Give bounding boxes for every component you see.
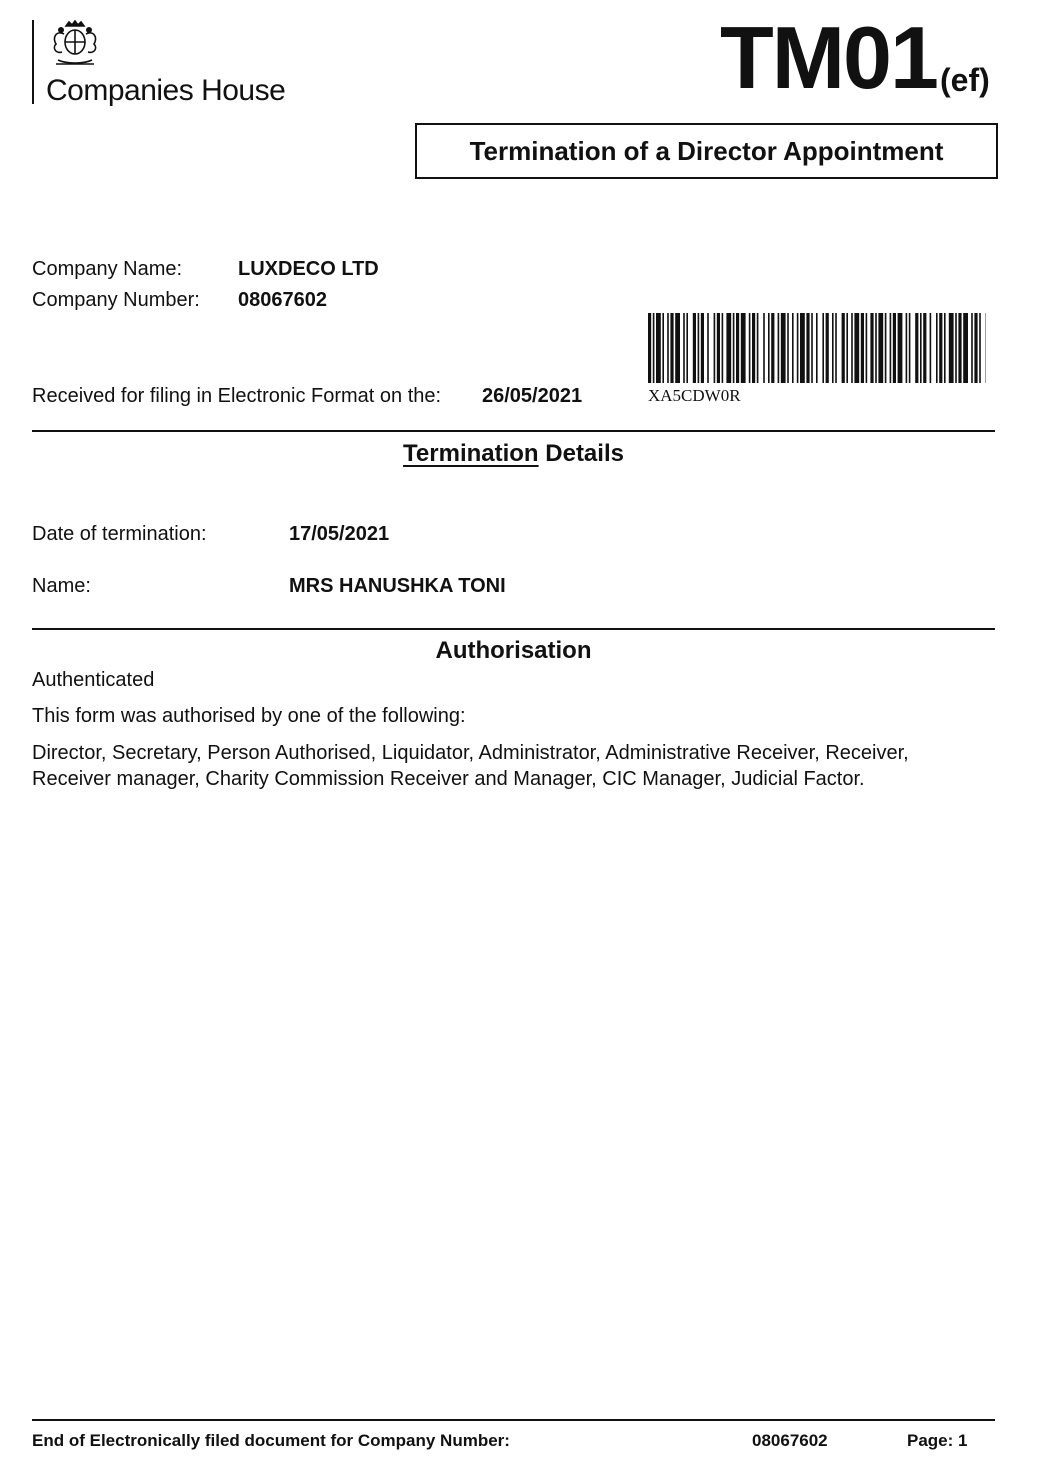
barcode-bar [811,313,813,383]
barcode-bar [898,313,903,383]
barcode-bar [920,313,922,383]
barcode-bar [722,313,724,383]
barcode-bar [971,313,973,383]
barcode-bar [822,313,824,383]
barcode-bar [842,313,845,383]
barcode-bar [800,313,805,383]
barcode-bar [768,313,770,383]
barcode-bar [944,313,946,383]
barcode-bar [826,313,829,383]
director-name-label: Name: [32,575,91,597]
barcode-bar [667,313,669,383]
form-suffix: (ef) [940,62,990,98]
barcode-bar [939,313,942,383]
authorisation-roles-line-2: Receiver manager, Charity Commission Receiver and Manager, CIC Manager, Judicial Factor. [32,768,865,790]
barcode-bar [693,313,696,383]
termination-heading-underlined: Termination [403,440,539,467]
barcode-bar [909,313,911,383]
barcode-bar [792,313,794,383]
barcode-bar [974,313,977,383]
termination-date-value: 17/05/2021 [289,523,390,545]
barcode-bar [915,313,918,383]
barcode-bar [846,313,848,383]
barcode-bar [741,313,746,383]
barcode-bar [930,313,932,383]
received-label: Received for filing in Electronic Format on the: [32,385,442,407]
barcode-bar [832,313,834,383]
barcode-bar [958,313,961,383]
barcode-bar [866,313,868,383]
barcode-bar [707,313,709,383]
barcode-code: XA5CDW0R [648,386,741,405]
barcode-bar [893,313,896,383]
director-name-value: MRS HANUSHKA TONI [289,575,506,597]
barcode-bar [714,313,716,383]
companies-house-logo-text: Companies House [46,74,286,107]
received-date: 26/05/2021 [482,385,583,407]
barcode-bar [906,313,908,383]
barcode-bar [781,313,786,383]
company-number-value: 08067602 [238,289,327,311]
company-name-value: LUXDECO LTD [238,258,379,280]
footer-divider [32,1419,995,1421]
barcode-bar [797,313,799,383]
barcode-bar [686,313,688,383]
barcode-bar [979,313,981,383]
barcode-bar [778,313,780,383]
barcode-bar [955,313,957,383]
barcode-bar [851,313,853,383]
section-divider [32,430,995,432]
company-name-label: Company Name: [32,258,183,280]
footer-company-number: 08067602 [752,1431,828,1450]
barcode-bar [854,313,859,383]
barcode-bar [698,313,700,383]
barcode-bar [771,313,774,383]
barcode-bar [806,313,809,383]
barcode-bar [656,313,661,383]
barcode-bar [733,313,735,383]
form-title: Termination of a Director Appointment [415,123,998,179]
barcode-bar [675,313,680,383]
barcode-bar [885,313,887,383]
barcode-bar [875,313,877,383]
barcode-bar [726,313,731,383]
footer-end-label: End of Electronically filed document for Company Number: [32,1431,510,1450]
barcode-bar [787,313,789,383]
barcode-bar [757,313,759,383]
barcode-bar [816,313,818,383]
section-divider [32,628,995,630]
barcode-bar [670,313,673,383]
authorisation-intro: This form was authorised by one of the following: [32,705,466,727]
barcode-bar [963,313,968,383]
barcode-bar [835,313,837,383]
barcode-bar [923,313,926,383]
barcode-bar [752,313,755,383]
barcode-bar [701,313,704,383]
barcode-bar [749,313,751,383]
termination-heading-rest: Details [538,440,624,467]
barcode-bar [890,313,892,383]
barcode-bar [662,313,664,383]
barcode-bar [861,313,864,383]
barcode-bar [717,313,720,383]
authorisation-status: Authenticated [32,669,155,691]
barcode-bar [878,313,883,383]
barcode-bar [870,313,873,383]
barcode-bar [653,313,655,383]
barcode-bar [949,313,954,383]
company-number-label: Company Number: [32,289,200,311]
barcode-bar [683,313,685,383]
barcode-bar [648,313,651,383]
termination-details-heading [32,440,995,468]
barcode-bar [763,313,765,383]
authorisation-heading: Authorisation [435,637,592,664]
barcode-bar [736,313,739,383]
authorisation-roles-line-1: Director, Secretary, Person Authorised, Liquidator, Administrator, Administrative Receiver, Receiver, [32,742,909,764]
footer-page-number: Page: 1 [907,1431,968,1450]
barcode-bar [936,313,938,383]
barcode [648,313,986,383]
royal-crest-icon [44,20,104,72]
termination-date-label: Date of termination: [32,523,207,545]
logo-divider [32,20,34,104]
form-code: TM01 [720,8,937,107]
